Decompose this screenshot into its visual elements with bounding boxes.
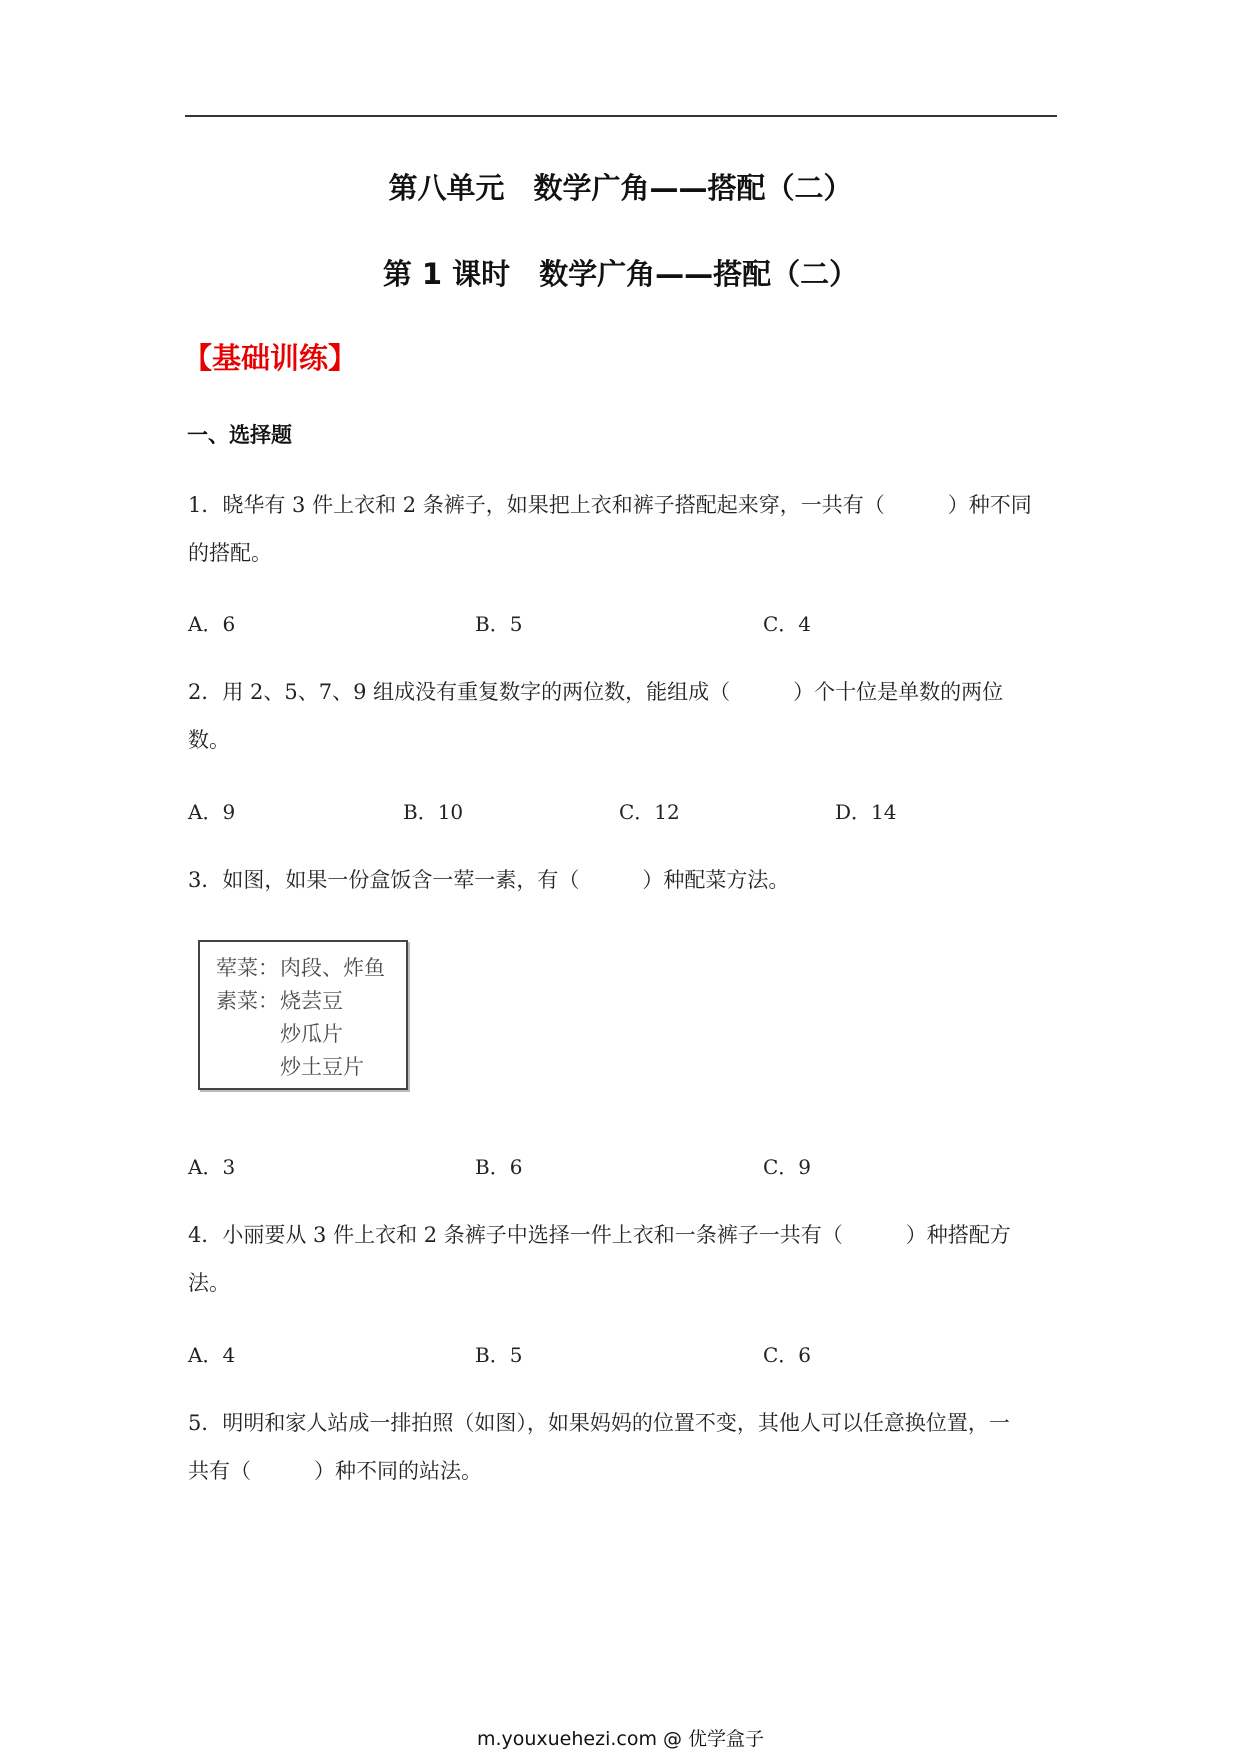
question-2-line-1: 2．用 2、5、7、9 组成没有重复数字的两位数，能组成（ ）个十位是单数的两位 bbox=[188, 680, 1004, 704]
menu-meat-items: 肉段、炸鱼 bbox=[280, 956, 385, 980]
menu-veg-item-2: 炒瓜片 bbox=[280, 1022, 343, 1046]
question-4-line-1: 4．小丽要从 3 件上衣和 2 条裤子中选择一件上衣和一条裤子一共有（ ）种搭配方 bbox=[188, 1223, 1011, 1247]
question-2-option-c: C．12 bbox=[619, 800, 680, 824]
question-3-line-1: 3．如图，如果一份盒饭含一荤一素，有（ ）种配菜方法。 bbox=[188, 868, 790, 892]
question-3-option-b: B．6 bbox=[475, 1155, 523, 1179]
part-heading-choice: 一、选择题 bbox=[187, 423, 292, 447]
question-2-option-d: D．14 bbox=[835, 800, 897, 824]
question-4-option-a: A．4 bbox=[188, 1343, 236, 1367]
lesson-title: 第 1 课时 数学广角——搭配（二） bbox=[382, 257, 859, 291]
question-3-option-a: A．3 bbox=[188, 1155, 236, 1179]
question-4-line-2: 法。 bbox=[188, 1271, 230, 1295]
menu-figure bbox=[198, 940, 408, 1090]
menu-meat-label: 荤菜： bbox=[216, 956, 279, 980]
menu-veg-item-3: 炒土豆片 bbox=[280, 1055, 364, 1079]
question-1-line-1: 1．晓华有 3 件上衣和 2 条裤子，如果把上衣和裤子搭配起来穿，一共有（ ）种不同 bbox=[188, 493, 1032, 517]
question-1-option-b: B．5 bbox=[475, 612, 523, 636]
footer-watermark: m.youxuehezi.com @ 优学盒子 bbox=[476, 1728, 765, 1750]
question-2-option-b: B．10 bbox=[403, 800, 464, 824]
question-5-line-2: 共有（ ）种不同的站法。 bbox=[188, 1459, 482, 1483]
header-rule bbox=[185, 115, 1057, 117]
unit-title: 第八单元 数学广角——搭配（二） bbox=[388, 171, 853, 205]
question-4-option-c: C．6 bbox=[763, 1343, 812, 1367]
question-3-option-c: C．9 bbox=[763, 1155, 812, 1179]
question-1-option-c: C．4 bbox=[763, 612, 812, 636]
question-2-option-a: A．9 bbox=[188, 800, 236, 824]
menu-veg-label: 素菜： bbox=[216, 989, 279, 1013]
question-2-line-2: 数。 bbox=[188, 728, 230, 752]
question-5-line-1: 5．明明和家人站成一排拍照（如图），如果妈妈的位置不变，其他人可以任意换位置，一 bbox=[188, 1411, 1010, 1435]
question-1-option-a: A．6 bbox=[188, 612, 236, 636]
question-1-line-2: 的搭配。 bbox=[188, 541, 272, 565]
question-4-option-b: B．5 bbox=[475, 1343, 523, 1367]
section-tag-basic-training: 【基础训练】 bbox=[183, 341, 358, 375]
menu-veg-item-1: 烧芸豆 bbox=[280, 989, 343, 1013]
